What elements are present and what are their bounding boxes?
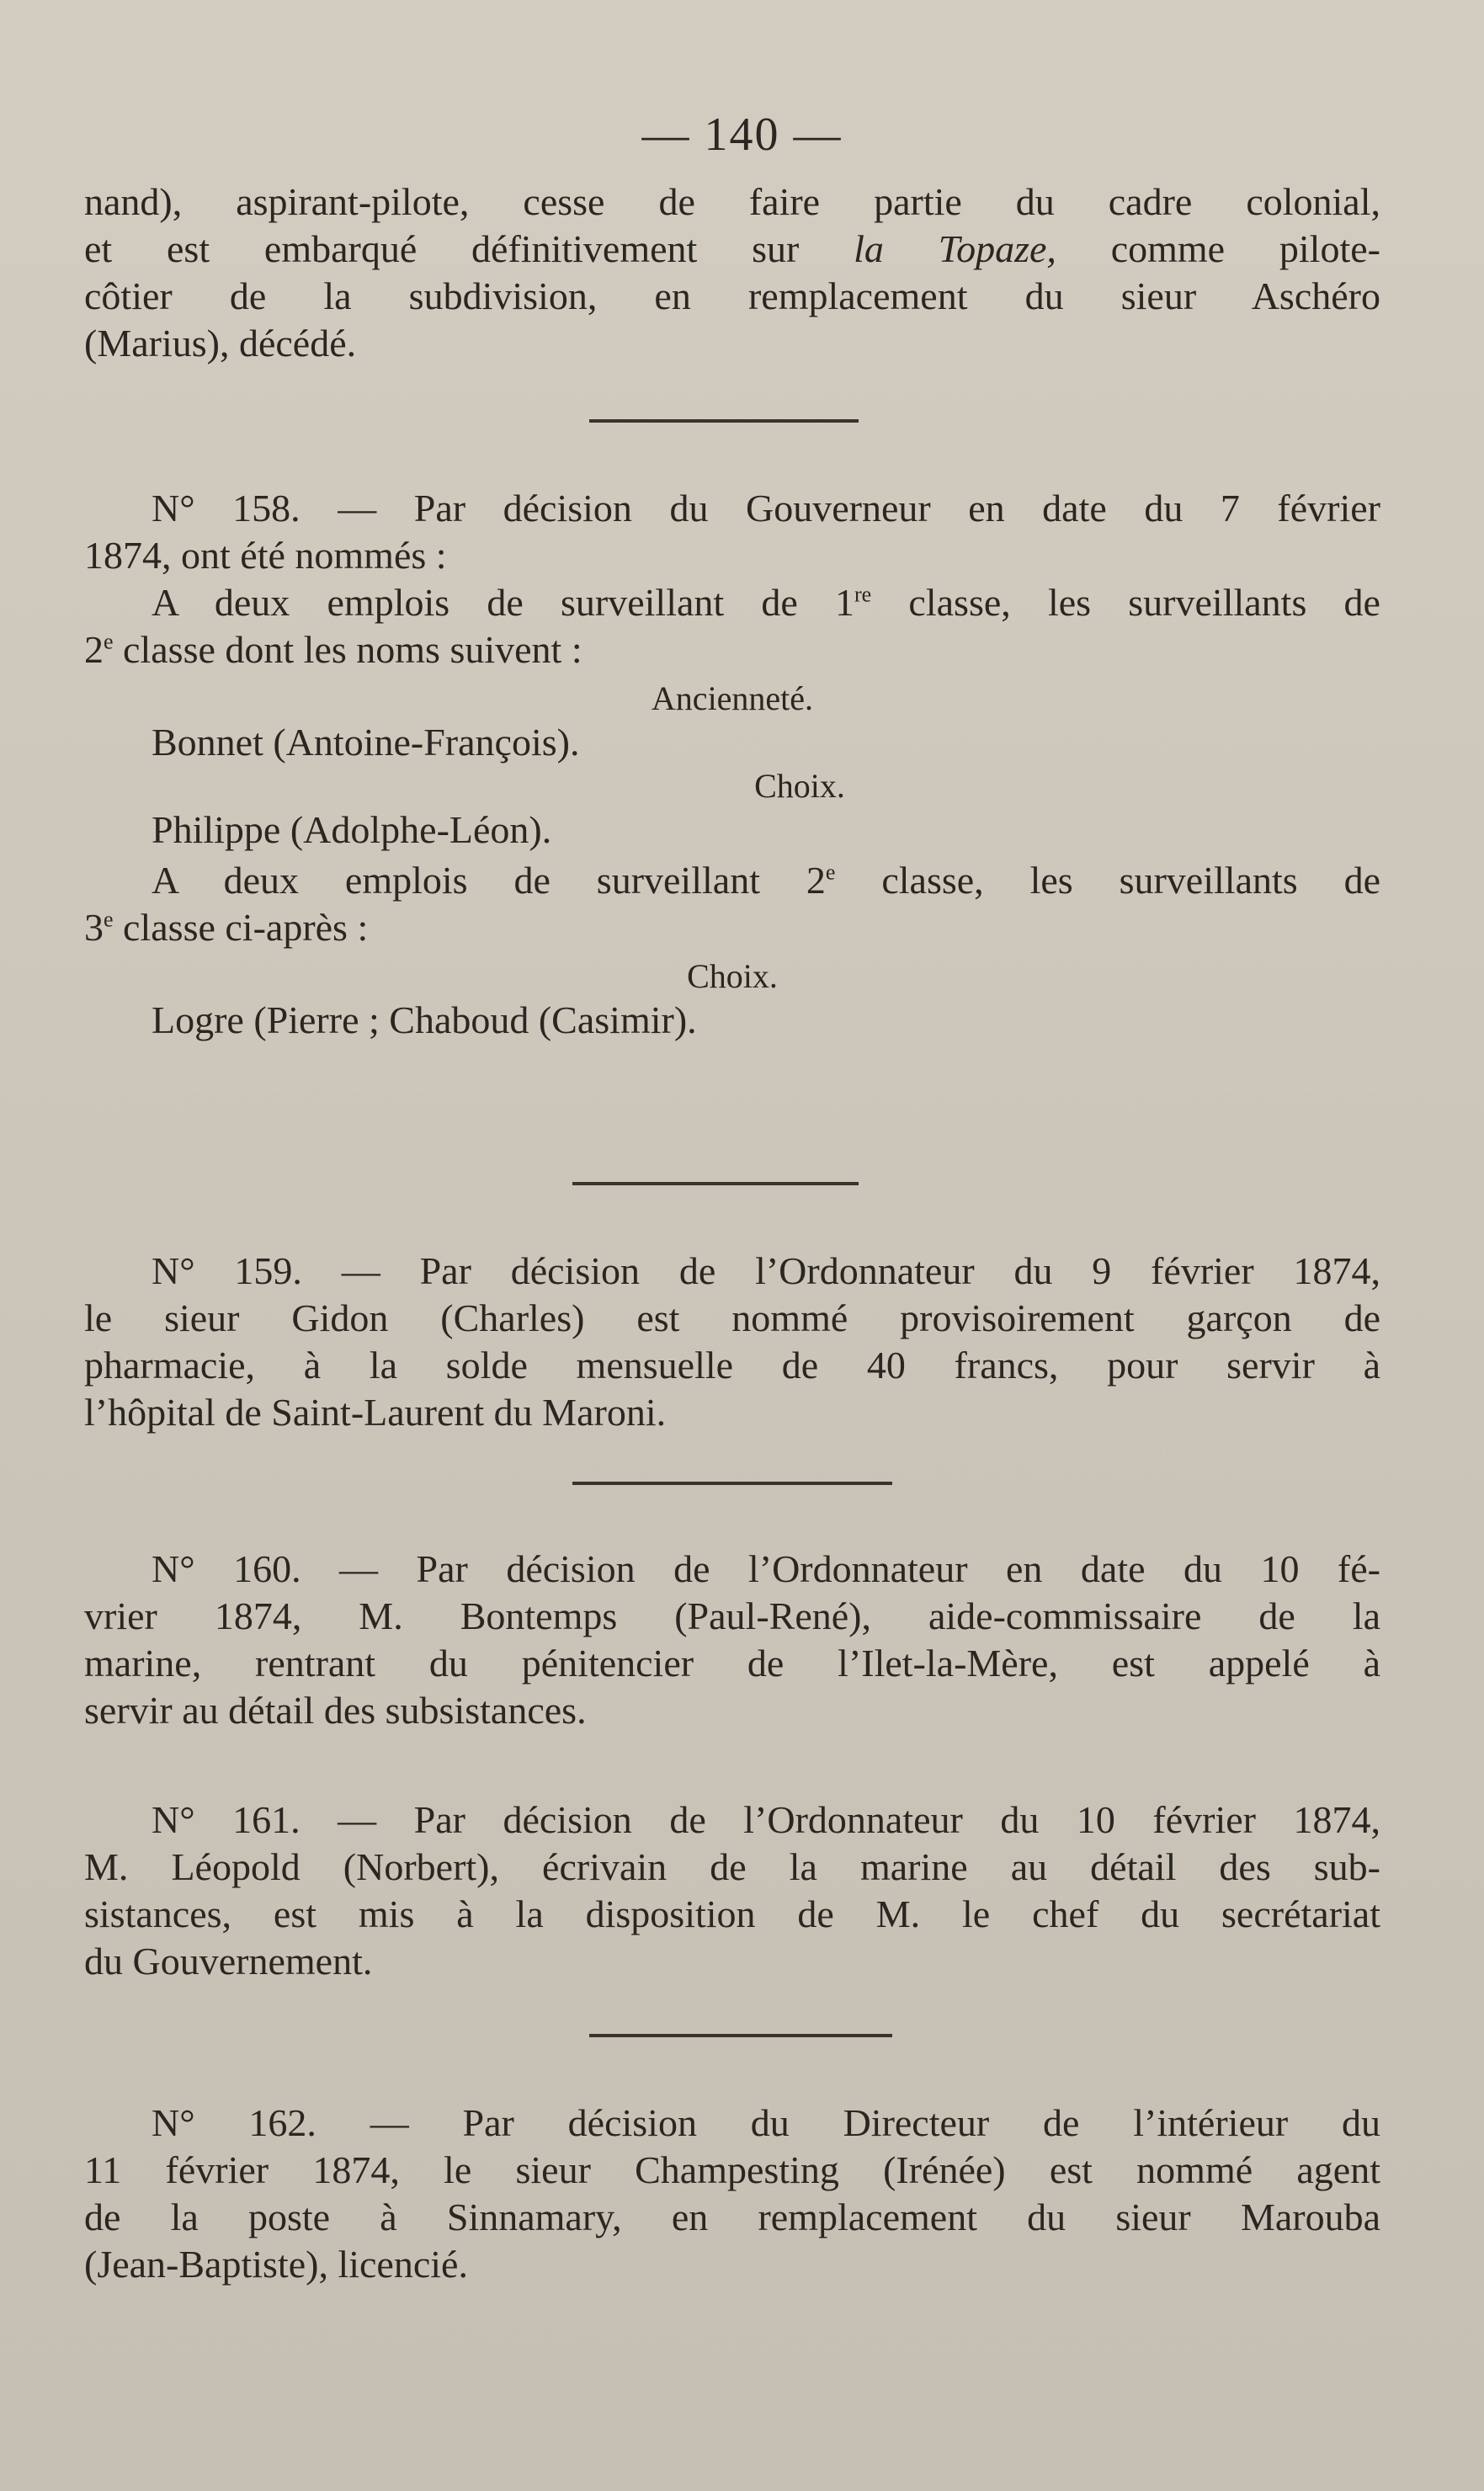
text-fragment: classe dont les noms suivent : (113, 628, 582, 671)
superscript: e (104, 907, 114, 932)
text-line: du Gouvernement. (84, 1940, 373, 1983)
superscript: re (854, 582, 872, 607)
text-line: (Jean-Baptiste), licencié. (84, 2243, 468, 2286)
separator-rule (572, 1482, 892, 1485)
text-fragment: 3 (84, 906, 104, 949)
text-fragment: classe ci-après : (113, 906, 369, 949)
separator-rule (572, 1182, 859, 1185)
text-line: N° 161. — Par décision de l’Ordonnateur du 10 février 1874, (152, 1798, 1380, 1841)
text-fragment: A deux emplois de surveillant 2 (152, 859, 826, 902)
superscript: e (104, 629, 114, 654)
text-line: sistances, est mis à la disposition de M. le chef du secrétariat (84, 1892, 1380, 1935)
decision-160 (84, 1546, 1380, 1734)
subheading-anciennete: Ancienneté. (651, 679, 814, 717)
text-line: M. Léopold (Norbert), écrivain de la marine au détail des sub- (84, 1845, 1380, 1888)
text-line (84, 904, 1380, 951)
appointee-name: Philippe (Adolphe-Léon). (152, 808, 552, 851)
text-line: nand), aspirant-pilote, cesse de faire partie du cadre colonial, (84, 180, 1380, 223)
separator-rule (589, 419, 859, 423)
subheading-choix: Choix. (754, 767, 845, 805)
text-line: vrier 1874, M. Bontemps (Paul-René), aide-commissaire de la (84, 1594, 1380, 1637)
text-line: côtier de la subdivision, en remplacement du sieur Aschéro (84, 274, 1380, 317)
appointee-name: Logre (Pierre ; Chaboud (Casimir). (152, 998, 697, 1041)
text-line (84, 579, 1380, 626)
text-fragment: comme pilote- (1056, 227, 1380, 270)
decision-159 (84, 1248, 1380, 1436)
text-line: (Marius), décédé. (84, 322, 357, 365)
text-fragment: et est embarqué définitivement sur (84, 227, 800, 270)
text-line: N° 158. — Par décision du Gouverneur en date du 7 février (152, 487, 1380, 530)
text-line (84, 626, 1380, 673)
text-line: marine, rentrant du pénitencier de l’Ilet-la-Mère, est appelé à (84, 1642, 1380, 1685)
text-fragment: A deux emplois de surveillant de 1 (152, 581, 855, 624)
decision-162 (84, 2100, 1380, 2288)
intro-paragraph (84, 178, 1380, 367)
text-line: servir au détail des subsistances. (84, 1689, 587, 1732)
text-line: de la poste à Sinnamary, en remplacement du sieur Marouba (84, 2196, 1380, 2238)
text-line (84, 226, 1380, 273)
text-line: N° 162. — Par décision du Directeur de l’intérieur du (152, 2101, 1380, 2144)
separator-rule (589, 2034, 892, 2037)
page-number: — 140 — (641, 109, 843, 161)
superscript: e (825, 860, 836, 885)
text-line: pharmacie, à la solde mensuelle de 40 francs, pour servir à (84, 1344, 1380, 1387)
text-line (84, 857, 1380, 904)
text-line: 1874, ont été nommés : (84, 534, 447, 577)
text-line: l’hôpital de Saint-Laurent du Maroni. (84, 1391, 667, 1434)
appointee-name: Bonnet (Antoine-François). (152, 721, 580, 764)
text-line: le sieur Gidon (Charles) est nommé provisoirement garçon de (84, 1296, 1380, 1339)
ship-name: la Topaze, (854, 227, 1056, 270)
text-line: N° 159. — Par décision de l’Ordonnateur du 9 février 1874, (152, 1249, 1380, 1292)
text-line: 11 février 1874, le sieur Champesting (Irénée) est nommé agent (84, 2148, 1380, 2191)
text-line: N° 160. — Par décision de l’Ordonnateur en date du 10 fé- (152, 1547, 1380, 1590)
subheading-choix: Choix. (687, 957, 778, 995)
text-fragment: classe, les surveillants de (835, 859, 1380, 902)
decision-158 (84, 485, 1380, 1042)
text-fragment: 2 (84, 628, 104, 671)
decision-161 (84, 1796, 1380, 1985)
text-fragment: classe, les surveillants de (871, 581, 1380, 624)
